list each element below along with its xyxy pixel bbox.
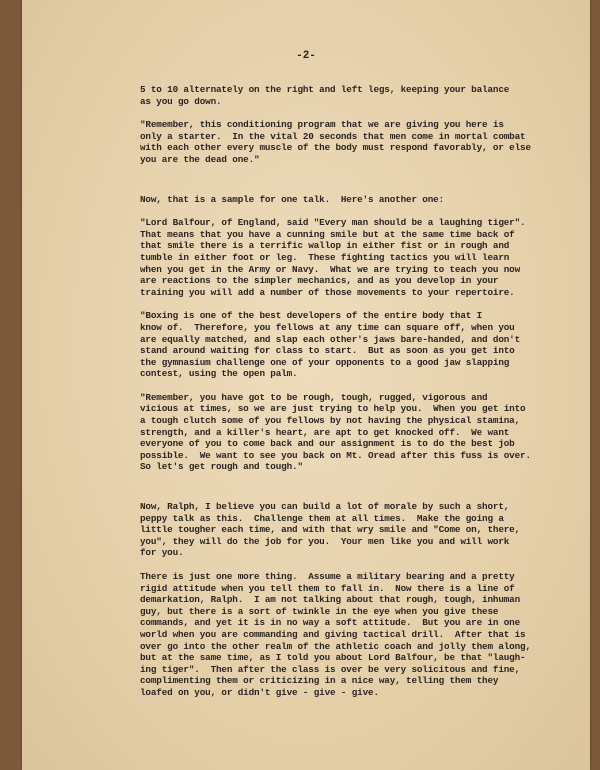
text-line: "Boxing is one of the best developers of the entire body that I	[140, 310, 483, 322]
text-line: for you.	[140, 547, 184, 559]
text-line: So let's get rough and tough."	[140, 461, 303, 473]
text-line: everyone of you to come back and our assignment is to do the best job	[140, 438, 515, 450]
text-line: training you will add a number of those movements to your repertoire.	[140, 286, 515, 298]
paragraph	[140, 310, 570, 380]
typewritten-page	[22, 0, 590, 770]
text-line: complimenting them or criticizing in a nice way, telling them they	[140, 675, 499, 687]
text-line: vicious at times, so we are just trying to help you. When you get into	[140, 403, 526, 415]
text-line: are equally matched, and slap each other's jaws bare-handed, and don't	[140, 333, 521, 345]
text-line: demarkation, Ralph. I am not talking about that rough, tough, inhuman	[140, 594, 521, 606]
text-line: tumble in either foot or leg. These fighting tactics you will learn	[140, 251, 510, 263]
text-line: guy, but there is a sort of twinkle in the eye when you give these	[140, 605, 499, 617]
text-line: "Lord Balfour, of England, said "Every man should be a laughing tiger".	[140, 217, 526, 229]
text-line: are reactions to the simpler mechanics, and as you develop in your	[140, 275, 499, 287]
paragraph	[140, 571, 570, 699]
text-line: you", they will do the job for you. Your men like you and will work	[140, 535, 510, 547]
letter-body	[140, 84, 570, 711]
text-line: "Remember, this conditioning program that we are giving you here is	[140, 119, 504, 131]
text-line: only a starter. In the vital 20 seconds that men come in mortal combat	[140, 130, 526, 142]
text-line: with each other every muscle of the body must respond favorably, or else	[140, 142, 531, 154]
text-line: stand around waiting for class to start. But as soon as you get into	[140, 345, 515, 357]
text-line: possible. We want to see you back on Mt. Oread after this fuss is over.	[140, 449, 531, 461]
text-line: commands, and yet it is in no way a soft attitude. But you are in one	[140, 617, 521, 629]
text-line: ing tiger". Then after the class is over be very solicitous and fine,	[140, 663, 521, 675]
page-number: -2-	[296, 50, 316, 62]
paragraph	[140, 194, 570, 206]
text-line: the gymnasium challenge one of your opponents to a good jaw slapping	[140, 356, 510, 368]
text-line: but at the same time, as I told you about Lord Balfour, be that "laugh-	[140, 652, 526, 664]
text-line: as you go down.	[140, 95, 222, 107]
text-line: loafed on you, or didn't give - give - give.	[140, 686, 379, 698]
paragraph	[140, 217, 570, 298]
paragraph	[140, 84, 570, 107]
paragraph	[140, 392, 570, 473]
text-line: 5 to 10 alternately on the right and left legs, keeping your balance	[140, 84, 510, 95]
text-line: little tougher each time, and with that wry smile and "Come on, there,	[140, 524, 521, 536]
text-line: know of. Therefore, you fellows at any time can square off, when you	[140, 321, 515, 333]
text-line: "Remember, you have got to be rough, tough, rugged, vigorous and	[140, 391, 488, 403]
paragraph	[140, 501, 570, 559]
text-line: when you get in the Army or Navy. What we are trying to teach you now	[140, 263, 521, 275]
text-line: world when you are commanding and giving tactical drill. After that is	[140, 628, 526, 640]
text-line: strength, and a killer's heart, are apt to get knocked off. We want	[140, 426, 510, 438]
text-line: over go into the other realm of the athletic coach and jolly them along,	[140, 640, 531, 652]
paragraph	[140, 119, 570, 165]
text-line: There is just one more thing. Assume a military bearing and a pretty	[140, 571, 515, 582]
text-line: Now, that is a sample for one talk. Here's another one:	[140, 193, 445, 205]
text-line: you are the dead one."	[140, 153, 260, 165]
text-line: that smile there is a terrific wallop in either fist or in rough and	[140, 240, 510, 252]
text-line: contest, using the open palm.	[140, 368, 298, 380]
text-line: That means that you have a cunning smile but at the same time back of	[140, 228, 515, 240]
text-line: Now, Ralph, I believe you can build a lot of morale by such a short,	[140, 501, 510, 513]
text-line: rigid attitude when you tell them to fall in. Now there is a line of	[140, 582, 515, 594]
text-line: a tough clutch some of you fellows by not having the physical stamina,	[140, 415, 521, 427]
text-line: peppy talk as this. Challenge them at all times. Make the going a	[140, 512, 504, 524]
